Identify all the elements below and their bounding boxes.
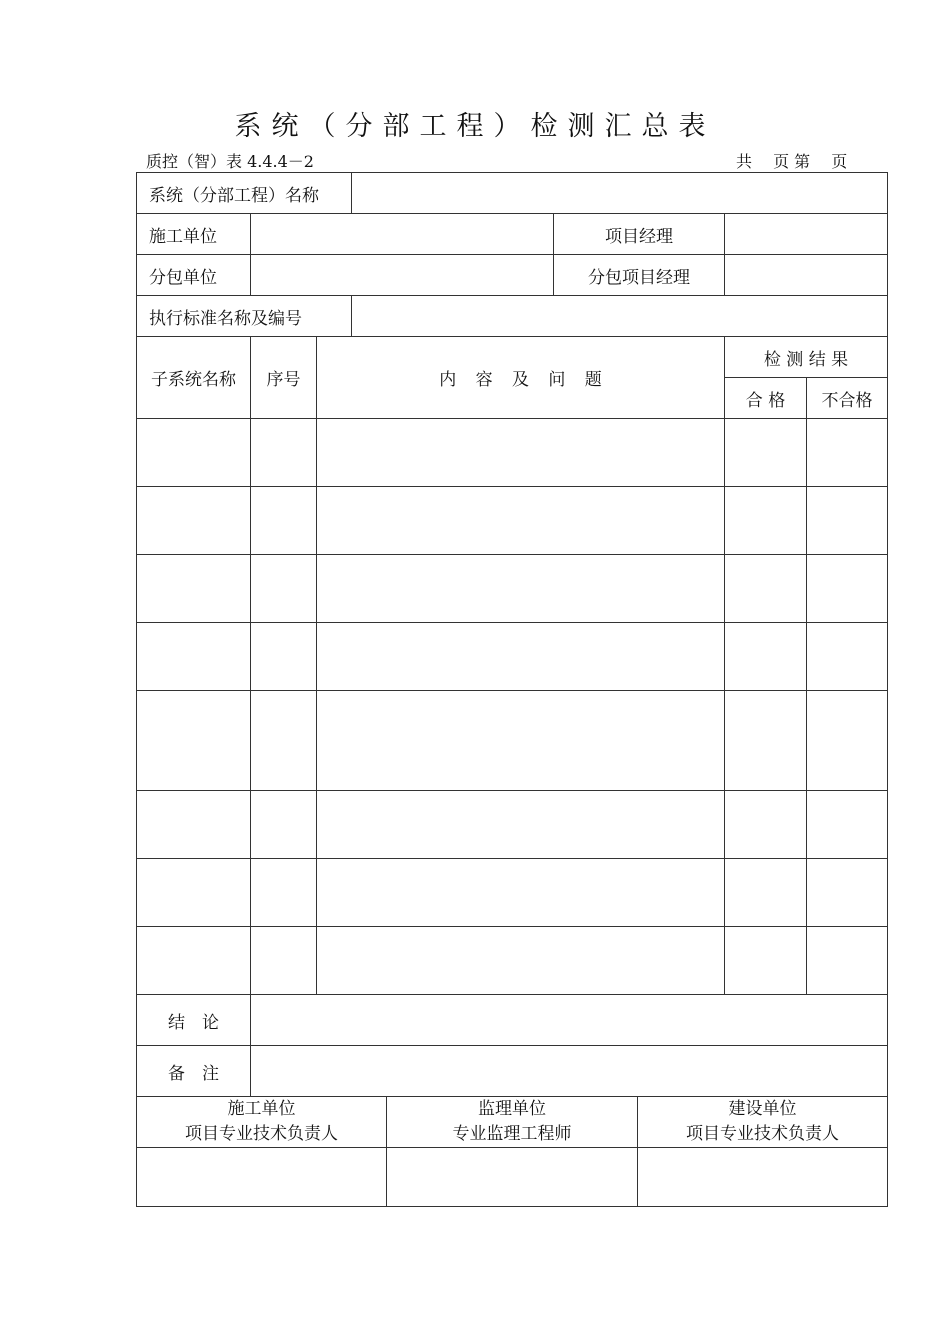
subcontract-manager-label: 分包项目经理 xyxy=(554,255,725,296)
conclusion-field[interactable] xyxy=(251,995,888,1046)
content-cell[interactable] xyxy=(317,927,725,995)
subsystem-cell[interactable] xyxy=(137,487,251,555)
fail-cell[interactable] xyxy=(807,691,888,791)
table-row xyxy=(137,859,888,927)
signature-block-supervision xyxy=(387,1097,638,1148)
seq-cell[interactable] xyxy=(251,859,317,927)
standard-row xyxy=(137,296,888,337)
standard-label: 执行标准名称及编号 xyxy=(137,296,352,337)
fail-cell[interactable] xyxy=(807,419,888,487)
result-column-header: 检 测 结 果 xyxy=(725,337,888,378)
owner-role-title: 项目专业技术负责人 xyxy=(686,1124,839,1144)
table-row xyxy=(137,927,888,995)
pass-column-header: 合 格 xyxy=(725,378,807,419)
project-manager-label: 项目经理 xyxy=(554,214,725,255)
supervision-signature-field[interactable] xyxy=(387,1148,638,1207)
owner-signature-field[interactable] xyxy=(638,1148,888,1207)
pass-cell[interactable] xyxy=(725,791,807,859)
subsystem-column-header: 子系统名称 xyxy=(137,337,251,419)
table-row xyxy=(137,623,888,691)
signature-block-owner xyxy=(638,1097,888,1148)
page-title: 系统（分部工程）检测汇总表 xyxy=(234,111,716,142)
project-manager-field[interactable] xyxy=(725,214,888,255)
seq-cell[interactable] xyxy=(251,791,317,859)
fail-cell[interactable] xyxy=(807,555,888,623)
construction-unit-label: 施工单位 xyxy=(137,214,251,255)
signature-header-grid xyxy=(136,1096,888,1148)
pass-cell[interactable] xyxy=(725,555,807,623)
content-cell[interactable] xyxy=(317,859,725,927)
pass-cell[interactable] xyxy=(725,419,807,487)
construction-role-title: 项目专业技术负责人 xyxy=(185,1124,338,1144)
summary-form-table xyxy=(136,172,888,1207)
supervision-role-title: 专业监理工程师 xyxy=(452,1124,572,1144)
seq-cell[interactable] xyxy=(251,487,317,555)
pass-cell[interactable] xyxy=(725,623,807,691)
content-cell[interactable] xyxy=(317,419,725,487)
pass-cell[interactable] xyxy=(725,487,807,555)
system-name-label: 系统（分部工程）名称 xyxy=(137,173,352,214)
content-column-header: 内 容 及 问 题 xyxy=(317,337,725,419)
signature-header-row xyxy=(137,1097,888,1148)
seq-cell[interactable] xyxy=(251,419,317,487)
conclusion-row xyxy=(137,995,888,1046)
content-cell[interactable] xyxy=(317,691,725,791)
subsystem-cell[interactable] xyxy=(137,691,251,791)
subcontract-unit-field[interactable] xyxy=(251,255,554,296)
pass-cell[interactable] xyxy=(725,859,807,927)
standard-field[interactable] xyxy=(352,296,888,337)
subcontract-unit-label: 分包单位 xyxy=(137,255,251,296)
construction-unit-title: 施工单位 xyxy=(227,1099,296,1119)
table-row xyxy=(137,487,888,555)
construction-unit-field[interactable] xyxy=(251,214,554,255)
subsystem-cell[interactable] xyxy=(137,419,251,487)
supervision-unit-title: 监理单位 xyxy=(478,1099,546,1119)
table-row xyxy=(137,419,888,487)
subcontract-unit-row xyxy=(137,255,888,296)
seq-column-header: 序号 xyxy=(251,337,317,419)
conclusion-label: 结 论 xyxy=(137,995,251,1046)
page-info: 共 页 第 页 xyxy=(736,152,848,171)
subsystem-cell[interactable] xyxy=(137,859,251,927)
subsystem-cell[interactable] xyxy=(137,555,251,623)
subcontract-manager-field[interactable] xyxy=(725,255,888,296)
subsystem-cell[interactable] xyxy=(137,927,251,995)
fail-cell[interactable] xyxy=(807,487,888,555)
remarks-field[interactable] xyxy=(251,1046,888,1097)
content-cell[interactable] xyxy=(317,555,725,623)
subsystem-cell[interactable] xyxy=(137,791,251,859)
form-code: 质控（智）表 4.4.4－2 xyxy=(146,152,314,171)
table-row xyxy=(137,691,888,791)
system-name-field[interactable] xyxy=(352,173,888,214)
system-name-row xyxy=(137,173,888,214)
signature-grid xyxy=(136,1147,888,1207)
construction-signature-field[interactable] xyxy=(137,1148,387,1207)
subsystem-cell[interactable] xyxy=(137,623,251,691)
pass-cell[interactable] xyxy=(725,927,807,995)
pass-cell[interactable] xyxy=(725,691,807,791)
construction-unit-row xyxy=(137,214,888,255)
owner-unit-title: 建设单位 xyxy=(728,1099,797,1119)
content-cell[interactable] xyxy=(317,623,725,691)
seq-cell[interactable] xyxy=(251,927,317,995)
content-cell[interactable] xyxy=(317,487,725,555)
signature-row xyxy=(137,1148,888,1207)
fail-column-header: 不合格 xyxy=(807,378,888,419)
table-row xyxy=(137,555,888,623)
column-header-row xyxy=(137,337,888,378)
remarks-label: 备 注 xyxy=(137,1046,251,1097)
fail-cell[interactable] xyxy=(807,791,888,859)
seq-cell[interactable] xyxy=(251,691,317,791)
seq-cell[interactable] xyxy=(251,623,317,691)
signature-block-construction xyxy=(137,1097,387,1148)
signature-cell xyxy=(137,1148,888,1207)
remarks-row xyxy=(137,1046,888,1097)
seq-cell[interactable] xyxy=(251,555,317,623)
content-cell[interactable] xyxy=(317,791,725,859)
fail-cell[interactable] xyxy=(807,859,888,927)
table-row xyxy=(137,791,888,859)
fail-cell[interactable] xyxy=(807,927,888,995)
fail-cell[interactable] xyxy=(807,623,888,691)
signature-header-cell xyxy=(137,1097,888,1148)
